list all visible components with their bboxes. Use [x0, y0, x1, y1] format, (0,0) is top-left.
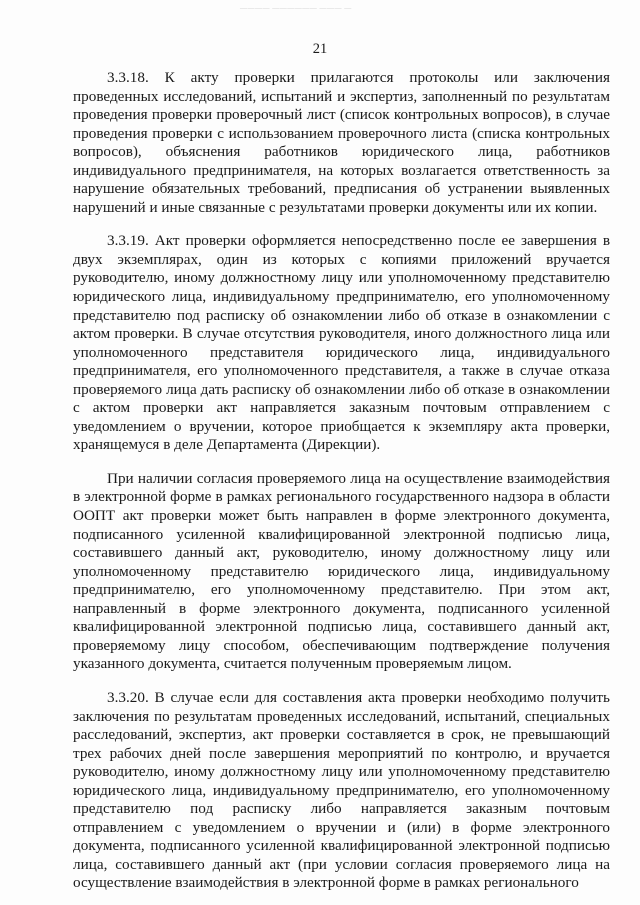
paragraph-3-3-20: 3.3.20. В случае если для составления акта проверки необходимо получить заключения по результатам проведенных исследований, испытаний, специальных расследований, экспертиз, акт проверки составляется в срок, не превышающий трех рабочих дней после завершения мероприятий по контролю, и вручается руководителю, иному должностному лицу или уполномоченному представителю юридического лица, индивидуальному предпринимателю, его уполномоченному представителю под расписку либо направляется заказным почтовым отправлением с уведомлением о вручении и (или) в форме электронного документа, подписанного усиленной квалифицированной электронной подписью лица, составившего данный акт (при условии согласия проверяемого лица на осуществление взаимодействия в электронной форме в рамках регионального: [73, 688, 610, 892]
paragraph-3-3-18: 3.3.18. К акту проверки прилагаются протоколы или заключения проведенных исследований, испытаний и экспертиз, заполненный по результатам проведения проверки проверочный лист (список контрольных вопросов), в случае проведения проверки с использованием проверочного листа (списка контрольных вопросов), объяснения работников юридического лица, работников индивидуального предпринимателя, на которых возлагается ответственность за нарушение обязательных требований, предписания об устранении выявленных нарушений и иные связанные с результатами проверки документы или их копии.: [73, 69, 610, 216]
scan-header-marks: ———— —————— ——— —: [240, 4, 352, 12]
page-number: 21: [312, 41, 328, 57]
paragraph-gap: [73, 217, 610, 232]
paragraph-electronic-interaction: При наличии согласия проверяемого лица на осуществление взаимодействия в электронной форме в рамках регионального государственного надзора в области ООПТ акт проверки может быть направлен в форме электронного документа, подписанного усиленной квалифицированной электронной подписью лица, составившего данный акт, руководителю, иному должностному лицу или уполномоченному представителю юридического лица, индивидуальному предпринимателю, его уполномоченному представителю. При этом акт, направленный в форме электронного документа, подписанного усиленной квалифицированной электронной подписью лица, составившего данный акт, проверяемому лицу способом, обеспечивающим подтверждение получения указанного документа, считается полученным проверяемым лицом.: [73, 469, 610, 673]
paragraph-3-3-19: 3.3.19. Акт проверки оформляется непосредственно после ее завершения в двух экземплярах, один из которых с копиями приложений вручается руководителю, иному должностному лицу или уполномоченному представителю юридического лица, индивидуальному предпринимателю, его уполномоченному представителю под расписку об ознакомлении либо об отказе в ознакомлении с актом проверки. В случае отсутствия руководителя, иного должностного лица или уполномоченного представителя юридического лица, индивидуального предпринимателя, его уполномоченного представителя, а также в случае отказа проверяемого лица дать расписку об ознакомлении либо об отказе в ознакомлении с актом проверки акт направляется заказным почтовым отправлением с уведомлением о вручении, которое приобщается к экземпляру акта проверки, хранящемуся в деле Департамента (Дирекции).: [73, 232, 610, 454]
document-body: [73, 69, 610, 893]
paragraph-gap: [73, 455, 610, 470]
paragraph-gap: [73, 674, 610, 689]
